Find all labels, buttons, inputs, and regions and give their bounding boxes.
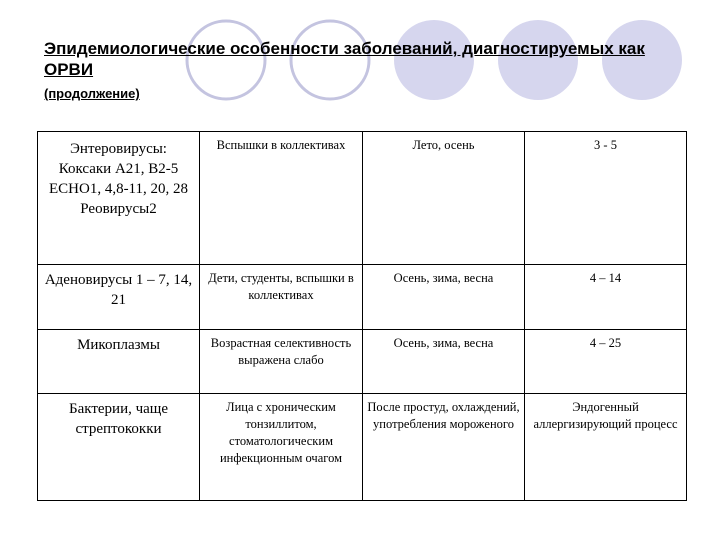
page-subtitle: (продолжение) [44,86,140,101]
period-cell: 3 - 5 [525,132,687,265]
period-cell: 4 – 25 [525,330,687,394]
season-cell: Осень, зима, весна [363,265,525,330]
table-row [38,265,687,330]
table-row [38,394,687,501]
pathogen-cell: Микоплазмы [38,330,200,394]
pathogen-cell: Бактерии, чаще стрептококки [38,394,200,501]
risk-group-cell: Вспышки в коллективах [200,132,363,265]
page-title: Эпидемиологические особенности заболеваний, диагностируемых как ОРВИ [44,39,645,79]
epidemiology-table [37,131,687,501]
table-row [38,330,687,394]
season-cell: После простуд, охлаждений, употребления мороженого [363,394,525,501]
table-row [38,132,687,265]
risk-group-cell: Дети, студенты, вспышки в коллективах [200,265,363,330]
period-cell: Эндогенный аллергизирующий процесс [525,394,687,501]
risk-group-cell: Лица с хроническим тонзиллитом, стоматологическим инфекционным очагом [200,394,363,501]
risk-group-cell: Возрастная селективность выражена слабо [200,330,363,394]
pathogen-cell: Энтеровирусы: Коксаки А21, В2-5 ЕСНО1, 4,8-11, 20, 28 Реовирусы2 [38,132,200,265]
pathogen-cell: Аденовирусы 1 – 7, 14, 21 [38,265,200,330]
season-cell: Осень, зима, весна [363,330,525,394]
period-cell: 4 – 14 [525,265,687,330]
season-cell: Лето, осень [363,132,525,265]
